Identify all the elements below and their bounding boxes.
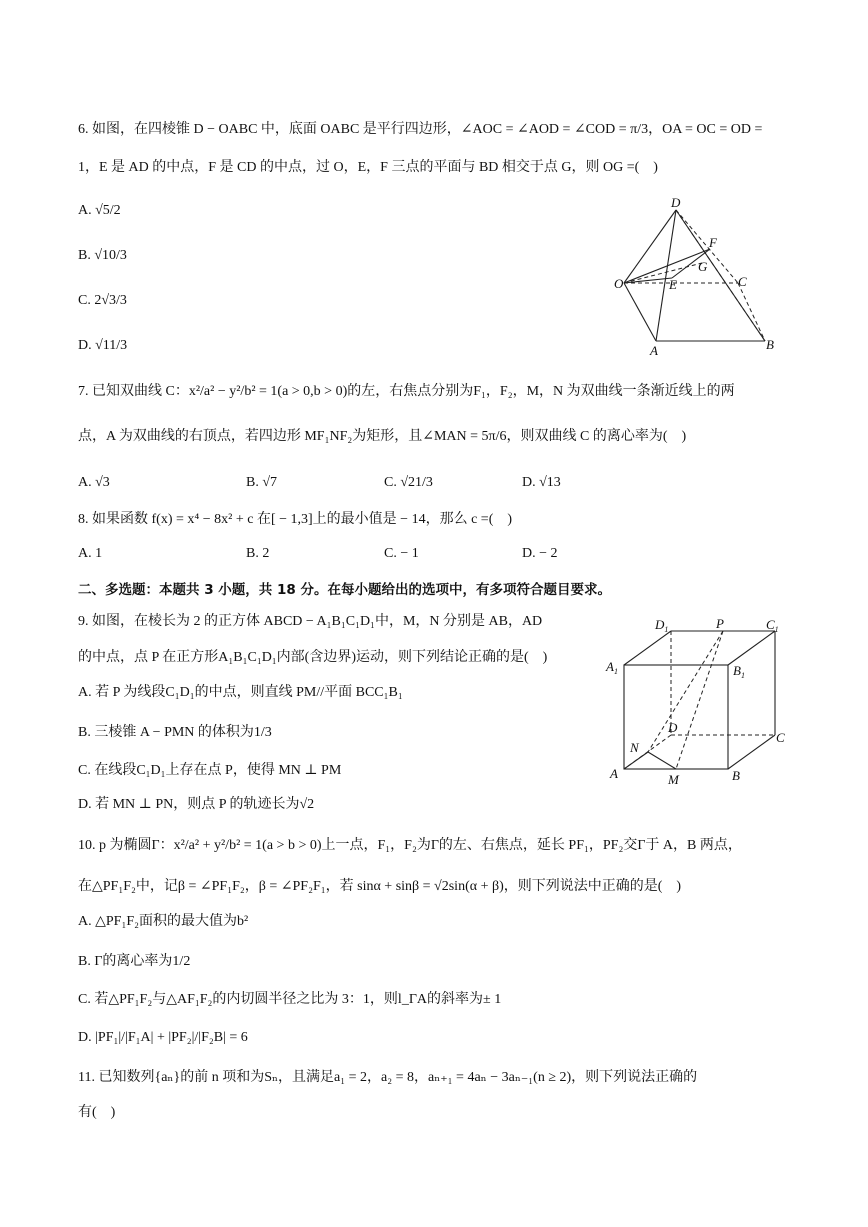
q10-option-b: B. Γ的离心率为1/2 <box>78 954 191 969</box>
q8-option-b: B. 2 <box>246 546 270 561</box>
q10-option-a: A. △PF₁F₂面积的最大值为b² <box>78 914 249 929</box>
pyramid-label-f: F <box>709 235 717 250</box>
q7-line1: 7. 已知双曲线 C：x²/a² − y²/b² = 1(a > 0,b > 0)的左，右焦点分别为F₁，F₂，M，N 为双曲线一条渐近线上的两 <box>78 384 735 399</box>
q9-option-d: D. 若 MN ⊥ PN，则点 P 的轨迹长为√2 <box>78 797 315 812</box>
pyramid-label-d: D <box>671 195 681 210</box>
q9-line1: 9. 如图，在棱长为 2 的正方体 ABCD − A₁B₁C₁D₁中，M，N 分别是 AB，AD <box>78 614 543 629</box>
pyramid-label-o: O <box>614 276 624 291</box>
cube-label-b: B <box>732 768 740 783</box>
q7-option-a: A. √3 <box>78 475 110 490</box>
q6-option-c: C. 2√3/3 <box>78 293 127 308</box>
q10-line2: 在△PF₁F₂中，记β = ∠PF₁F₂，β = ∠PF₂F₁，若 sinα + sinβ = √2sin(α + β)，则下列说法中正确的是( ) <box>78 879 682 894</box>
cube-label-c: C <box>776 730 785 745</box>
cube-label-d: D <box>668 720 678 735</box>
q10-option-c: C. 若△PF₁F₂与△AF₁F₂的内切圆半径之比为 3：1，则l_ΓA的斜率为± 1 <box>78 992 502 1007</box>
pyramid-label-a: A <box>650 343 658 358</box>
q11-line1: 11. 已知数列{aₙ}的前 n 项和为Sₙ，且满足a₁ = 2，a₂ = 8，aₙ₊₁ = 4aₙ − 3aₙ₋₁(n ≥ 2)，则下列说法正确的 <box>78 1070 698 1085</box>
q7-option-d: D. √13 <box>522 475 561 490</box>
section-heading: 二、多选题：本题共 3 小题，共 18 分。在每小题给出的选项中，有多项符合题目要求。 <box>78 582 611 598</box>
q8-option-a: A. 1 <box>78 546 103 561</box>
q7-option-b: B. √7 <box>246 475 278 490</box>
cube-label-d1: $D_1$ <box>655 617 669 634</box>
cube-label-n: N <box>630 740 639 755</box>
cube-label-a1: $A_1$ <box>606 659 618 676</box>
pyramid-label-g: G <box>698 259 708 274</box>
q11-line2: 有( ) <box>78 1105 116 1120</box>
q7-line2: 点，A 为双曲线的右顶点，若四边形 MF₁NF₂为矩形，且∠MAN = 5π/6，则双曲线 C 的离心率为( ) <box>78 429 687 444</box>
pyramid-label-e: E <box>669 277 677 292</box>
q6-option-b: B. √10/3 <box>78 248 127 263</box>
q8-option-d: D. − 2 <box>522 546 558 561</box>
q6-option-d: D. √11/3 <box>78 338 128 353</box>
cube-label-p: P <box>716 616 724 631</box>
cube-label-a: A <box>610 766 618 781</box>
q9-option-c: C. 在线段C₁D₁上存在点 P，使得 MN ⊥ PM <box>78 763 342 778</box>
cube-label-b1: $B_1$ <box>733 663 745 680</box>
pyramid-label-b: B <box>766 337 774 352</box>
cube-label-c1: $C_1$ <box>766 617 779 634</box>
q9-option-b: B. 三棱锥 A − PMN 的体积为1/3 <box>78 725 272 740</box>
cube-label-m: M <box>668 772 679 787</box>
q6-option-a: A. √5/2 <box>78 203 121 218</box>
q9-line2: 的中点，点 P 在正方形A₁B₁C₁D₁内部(含边界)运动，则下列结论正确的是( ) <box>78 650 548 665</box>
q6-line2: 1，E 是 AD 的中点，F 是 CD 的中点，过 O，E，F 三点的平面与 BD 相交于点 G，则 OG =( ) <box>78 160 658 175</box>
q8-option-c: C. − 1 <box>384 546 419 561</box>
q7-option-c: C. √21/3 <box>384 475 433 490</box>
q8-line1: 8. 如果函数 f(x) = x⁴ − 8x² + c 在[ − 1,3]上的最小值是 − 14，那么 c =( ) <box>78 512 513 527</box>
q10-line1: 10. p 为椭圆Γ：x²/a² + y²/b² = 1(a > b > 0)上一点，F₁，F₂为Γ的左、右焦点，延长 PF₁，PF₂交Γ于 A，B 两点， <box>78 838 742 853</box>
q6-line1: 6. 如图，在四棱锥 D − OABC 中，底面 OABC 是平行四边形，∠AOC = ∠AOD = ∠COD = π/3，OA = OC = OD = <box>78 122 763 137</box>
q10-option-d: D. |PF₁|/|F₁A| + |PF₂|/|F₂B| = 6 <box>78 1030 248 1045</box>
q9-option-a: A. 若 P 为线段C₁D₁的中点，则直线 PM//平面 BCC₁B₁ <box>78 685 403 700</box>
pyramid-label-c: C <box>738 274 747 289</box>
